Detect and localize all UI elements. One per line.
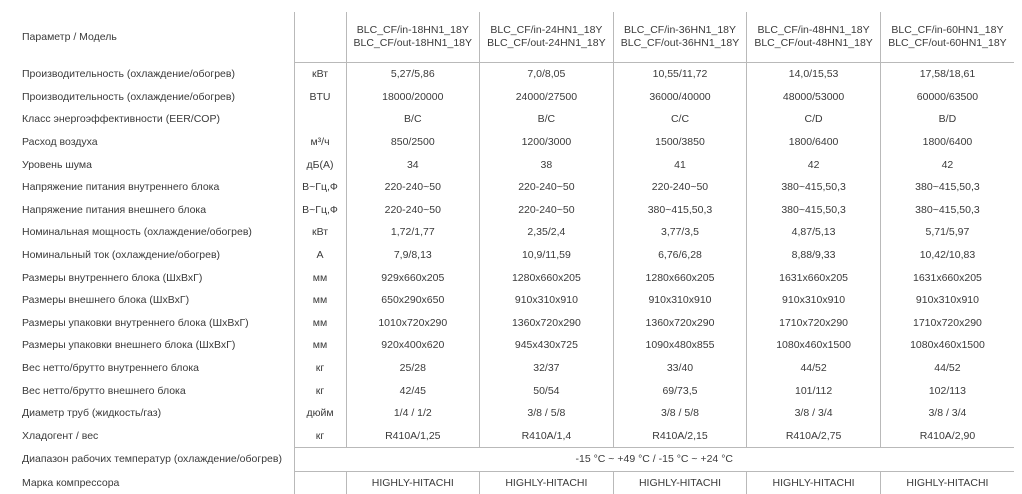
param-label: Диапазон рабочих температур (охлаждение/обогрев) bbox=[22, 453, 282, 466]
param-model-header: Параметр / Модель bbox=[22, 30, 117, 43]
table-row bbox=[12, 131, 1014, 154]
value-cell: 1360х720х290 bbox=[480, 312, 614, 335]
value-cell: 1800/6400 bbox=[747, 131, 881, 154]
value-cell: 1080х460х1500 bbox=[880, 334, 1014, 357]
value-cell: 1280х660х205 bbox=[480, 266, 614, 289]
unit-header bbox=[294, 12, 346, 63]
value-cell: HIGHLY-HITACHI bbox=[747, 471, 881, 494]
value-cell: B/C bbox=[480, 108, 614, 131]
value-cell: 220-240~50 bbox=[613, 176, 747, 199]
value-cell: 1710х720х290 bbox=[880, 312, 1014, 335]
model-indoor-name: BLC_CF/in-48HN1_18Y bbox=[757, 24, 870, 36]
value-cell: 380~415,50,3 bbox=[880, 176, 1014, 199]
unit-label: кг bbox=[294, 357, 346, 380]
value-cell: 1090х480х855 bbox=[613, 334, 747, 357]
unit-label: дБ(А) bbox=[294, 153, 346, 176]
unit-label: мм bbox=[294, 266, 346, 289]
table-row bbox=[12, 312, 1014, 335]
value-cell: C/C bbox=[613, 108, 747, 131]
table-row bbox=[12, 176, 1014, 199]
table-row bbox=[12, 244, 1014, 267]
param-label: Напряжение питания внешнего блока bbox=[22, 203, 207, 216]
value-cell: 14,0/15,53 bbox=[747, 63, 881, 86]
table-row-compressor bbox=[12, 471, 1014, 494]
param-label: Производительность (охлаждение/обогрев) bbox=[22, 90, 235, 103]
unit-label: В~Гц,Ф bbox=[294, 199, 346, 222]
param-label: Вес нетто/брутто внешнего блока bbox=[22, 384, 186, 397]
value-cell: 69/73,5 bbox=[613, 379, 747, 402]
value-cell: 1,72/1,77 bbox=[346, 221, 480, 244]
value-cell: 33/40 bbox=[613, 357, 747, 380]
param-label: Вес нетто/брутто внутреннего блока bbox=[22, 362, 199, 375]
table-row bbox=[12, 108, 1014, 131]
value-cell: 380~415,50,3 bbox=[880, 199, 1014, 222]
value-cell: 44/52 bbox=[880, 357, 1014, 380]
unit-label: кг bbox=[294, 425, 346, 448]
value-cell: R410A/2,75 bbox=[747, 425, 881, 448]
param-label: Диаметр труб (жидкость/газ) bbox=[22, 407, 162, 420]
model-indoor-name: BLC_CF/in-24HN1_18Y bbox=[490, 24, 603, 36]
value-cell: 7,0/8,05 bbox=[480, 63, 614, 86]
value-cell: 41 bbox=[613, 153, 747, 176]
value-cell: B/D bbox=[880, 108, 1014, 131]
value-cell: 1360х720х290 bbox=[613, 312, 747, 335]
table-row bbox=[12, 86, 1014, 109]
value-cell: 850/2500 bbox=[346, 131, 480, 154]
param-label: Хладогент / вес bbox=[22, 430, 99, 443]
value-cell: R410A/1,4 bbox=[480, 425, 614, 448]
value-cell: 32/37 bbox=[480, 357, 614, 380]
param-label: Размеры внутреннего блока (ШхВхГ) bbox=[22, 271, 203, 284]
value-cell: 102/113 bbox=[880, 379, 1014, 402]
param-label: Номинальный ток (охлаждение/обогрев) bbox=[22, 249, 221, 262]
value-cell: 3/8 / 5/8 bbox=[480, 402, 614, 425]
model-header-1 bbox=[346, 12, 480, 63]
table-row bbox=[12, 425, 1014, 448]
value-cell: 4,87/5,13 bbox=[747, 221, 881, 244]
value-cell: 910х310х910 bbox=[880, 289, 1014, 312]
value-cell: 48000/53000 bbox=[747, 86, 881, 109]
value-cell: R410A/2,15 bbox=[613, 425, 747, 448]
unit-label: кВт bbox=[294, 221, 346, 244]
model-outdoor-name: BLC_CF/out-48HN1_18Y bbox=[754, 37, 873, 49]
value-cell: 1631х660х205 bbox=[880, 266, 1014, 289]
param-label: Марка компрессора bbox=[22, 476, 120, 489]
unit-label bbox=[294, 108, 346, 131]
value-cell: 910х310х910 bbox=[613, 289, 747, 312]
param-label: Расход воздуха bbox=[22, 136, 98, 149]
specifications-table bbox=[12, 12, 1014, 494]
value-cell: HIGHLY-HITACHI bbox=[346, 471, 480, 494]
unit-label: мм bbox=[294, 312, 346, 335]
value-cell: 42/45 bbox=[346, 379, 480, 402]
value-cell: HIGHLY-HITACHI bbox=[480, 471, 614, 494]
value-cell: 1710х720х290 bbox=[747, 312, 881, 335]
value-cell: HIGHLY-HITACHI bbox=[880, 471, 1014, 494]
value-cell: 1010х720х290 bbox=[346, 312, 480, 335]
value-cell: 3,77/3,5 bbox=[613, 221, 747, 244]
table-row-temperature-range bbox=[12, 448, 1014, 472]
value-cell: HIGHLY-HITACHI bbox=[613, 471, 747, 494]
unit-label bbox=[294, 471, 346, 494]
value-cell: 1800/6400 bbox=[880, 131, 1014, 154]
value-cell: 24000/27500 bbox=[480, 86, 614, 109]
table-row bbox=[12, 334, 1014, 357]
unit-label: мм bbox=[294, 334, 346, 357]
unit-label: кг bbox=[294, 379, 346, 402]
model-header-4 bbox=[747, 12, 881, 63]
value-cell: B/C bbox=[346, 108, 480, 131]
value-cell: 5,27/5,86 bbox=[346, 63, 480, 86]
param-label: Номинальная мощность (охлаждение/обогрев) bbox=[22, 226, 252, 239]
model-outdoor-name: BLC_CF/out-36HN1_18Y bbox=[620, 37, 740, 49]
value-cell: 380~415,50,3 bbox=[747, 176, 881, 199]
model-outdoor-name: BLC_CF/out-60HN1_18Y bbox=[888, 37, 1007, 49]
value-cell: 18000/20000 bbox=[346, 86, 480, 109]
table-row bbox=[12, 289, 1014, 312]
header-row bbox=[12, 12, 1014, 63]
unit-label: В~Гц,Ф bbox=[294, 176, 346, 199]
value-cell: 10,55/11,72 bbox=[613, 63, 747, 86]
unit-label: кВт bbox=[294, 63, 346, 86]
value-cell: 42 bbox=[747, 153, 881, 176]
value-cell: 380~415,50,3 bbox=[747, 199, 881, 222]
value-cell: 1/4 / 1/2 bbox=[346, 402, 480, 425]
value-cell: 910х310х910 bbox=[747, 289, 881, 312]
value-cell: 929х660х205 bbox=[346, 266, 480, 289]
value-cell: 220-240~50 bbox=[480, 199, 614, 222]
table-row bbox=[12, 357, 1014, 380]
value-cell: 10,9/11,59 bbox=[480, 244, 614, 267]
value-cell: 220-240~50 bbox=[480, 176, 614, 199]
value-cell: 50/54 bbox=[480, 379, 614, 402]
table-row bbox=[12, 199, 1014, 222]
model-indoor-name: BLC_CF/in-36HN1_18Y bbox=[623, 24, 737, 36]
model-indoor-name: BLC_CF/in-18HN1_18Y bbox=[356, 24, 469, 36]
model-header-5 bbox=[880, 12, 1014, 63]
value-cell: 380~415,50,3 bbox=[613, 199, 747, 222]
value-cell: 60000/63500 bbox=[880, 86, 1014, 109]
value-cell: 220-240~50 bbox=[346, 199, 480, 222]
value-cell: 38 bbox=[480, 153, 614, 176]
value-cell: 1200/3000 bbox=[480, 131, 614, 154]
value-cell: 3/8 / 5/8 bbox=[613, 402, 747, 425]
model-outdoor-name: BLC_CF/out-24HN1_18Y bbox=[487, 37, 606, 49]
value-cell: 1280х660х205 bbox=[613, 266, 747, 289]
value-cell: 945х430х725 bbox=[480, 334, 614, 357]
param-label: Размеры упаковки внутреннего блока (ШхВхГ) bbox=[22, 316, 249, 329]
value-cell: 3/8 / 3/4 bbox=[880, 402, 1014, 425]
value-cell: 1631х660х205 bbox=[747, 266, 881, 289]
unit-label: мм bbox=[294, 289, 346, 312]
spec-table-container bbox=[12, 12, 1014, 494]
value-cell: 8,88/9,33 bbox=[747, 244, 881, 267]
value-cell: 3/8 / 3/4 bbox=[747, 402, 881, 425]
value-cell: 5,71/5,97 bbox=[880, 221, 1014, 244]
value-cell: 25/28 bbox=[346, 357, 480, 380]
value-cell: 42 bbox=[880, 153, 1014, 176]
unit-label: м³/ч bbox=[294, 131, 346, 154]
table-row bbox=[12, 402, 1014, 425]
param-label: Размеры внешнего блока (ШхВхГ) bbox=[22, 294, 190, 307]
param-label: Уровень шума bbox=[22, 158, 92, 171]
table-row bbox=[12, 153, 1014, 176]
value-cell: 44/52 bbox=[747, 357, 881, 380]
model-indoor-name: BLC_CF/in-60HN1_18Y bbox=[891, 24, 1004, 36]
model-header-2 bbox=[480, 12, 614, 63]
value-cell: 1500/3850 bbox=[613, 131, 747, 154]
value-cell: 920х400х620 bbox=[346, 334, 480, 357]
unit-label: BTU bbox=[294, 86, 346, 109]
table-row bbox=[12, 379, 1014, 402]
value-cell: R410A/1,25 bbox=[346, 425, 480, 448]
unit-label: дюйм bbox=[294, 402, 346, 425]
value-cell: 2,35/2,4 bbox=[480, 221, 614, 244]
value-cell: 36000/40000 bbox=[613, 86, 747, 109]
table-row bbox=[12, 266, 1014, 289]
value-cell: 7,9/8,13 bbox=[346, 244, 480, 267]
value-cell: 910х310х910 bbox=[480, 289, 614, 312]
param-label: Производительность (охлаждение/обогрев) bbox=[22, 68, 235, 81]
value-cell: C/D bbox=[747, 108, 881, 131]
value-cell: 10,42/10,83 bbox=[880, 244, 1014, 267]
value-cell: 101/112 bbox=[747, 379, 881, 402]
value-cell: 34 bbox=[346, 153, 480, 176]
model-outdoor-name: BLC_CF/out-18HN1_18Y bbox=[353, 37, 473, 49]
value-cell: 220-240~50 bbox=[346, 176, 480, 199]
unit-label: А bbox=[294, 244, 346, 267]
value-cell: 6,76/6,28 bbox=[613, 244, 747, 267]
value-cell: 650х290х650 bbox=[346, 289, 480, 312]
table-row bbox=[12, 221, 1014, 244]
param-label: Размеры упаковки внешнего блока (ШхВхГ) bbox=[22, 339, 236, 352]
table-row bbox=[12, 63, 1014, 86]
param-label: Класс энергоэффективности (EER/COP) bbox=[22, 113, 220, 126]
temperature-range-value: -15 °C ~ +49 °C / -15 °C ~ +24 °C bbox=[294, 448, 1014, 472]
param-label: Напряжение питания внутреннего блока bbox=[22, 181, 220, 194]
value-cell: 17,58/18,61 bbox=[880, 63, 1014, 86]
model-header-3 bbox=[613, 12, 747, 63]
value-cell: R410A/2,90 bbox=[880, 425, 1014, 448]
value-cell: 1080х460х1500 bbox=[747, 334, 881, 357]
